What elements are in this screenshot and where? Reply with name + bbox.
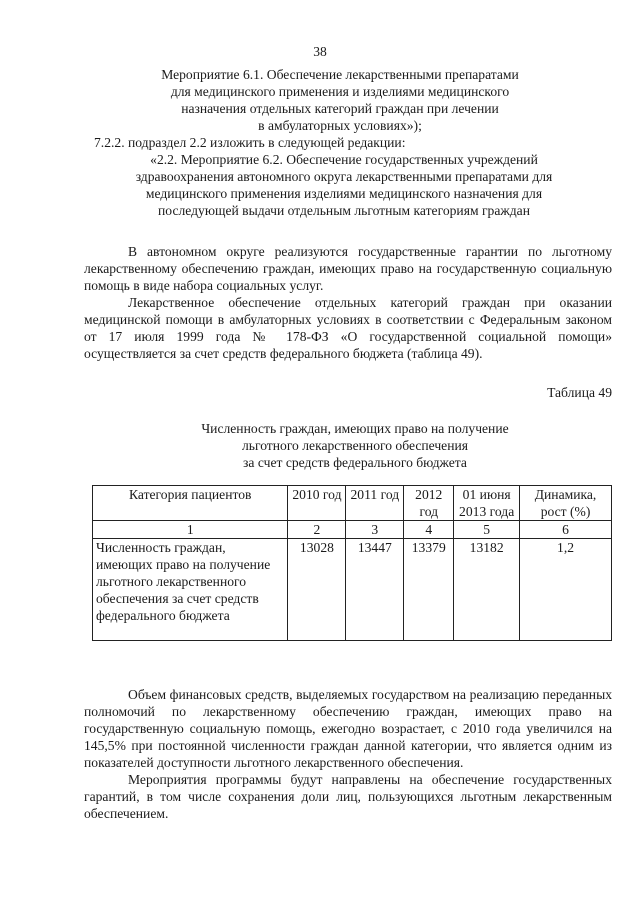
heading-line: «2.2. Мероприятие 6.2. Обеспечение государственных учреждений: [150, 152, 538, 167]
column-number: 1: [93, 521, 288, 539]
value-2011: 13447: [346, 539, 404, 641]
value-2012: 13379: [404, 539, 454, 641]
table-title: [100, 420, 610, 471]
header-cell: Динамика, рост (%): [520, 486, 612, 521]
sub-clause-7-2-2: 7.2.2. подраздел 2.2 изложить в следующей редакции:: [94, 135, 406, 150]
table-header-row: [93, 486, 612, 521]
value-2010: 13028: [288, 539, 346, 641]
column-number: 5: [454, 521, 520, 539]
paragraph: Объем финансовых средств, выделяемых государством на реализацию переданных полномочий по лекарственному обеспечению граждан, имеющих право на государственную социальную помощь, ежегодно возрастает, с 2010 года увеличился на 145,5% при постоянной численности граждан данной категории, что является одним из показателей доступности льготного лекарственного обеспечения.: [84, 687, 612, 770]
heading-line: Мероприятие 6.1. Обеспечение лекарственными препаратами: [161, 67, 519, 82]
column-number: 6: [520, 521, 612, 539]
heading-line: медицинского применения изделиями медицинского назначения для: [145, 186, 543, 201]
paragraph: Мероприятия программы будут направлены на обеспечение государственных гарантий, в том числе сохранения доли лиц, пользующихся льготным лекарственным обеспечением.: [84, 772, 612, 821]
page-number: 38: [313, 44, 327, 59]
table-title-line: льготного лекарственного обеспечения: [241, 438, 469, 453]
header-cell: 2012 год: [404, 486, 454, 521]
column-number: 3: [346, 521, 404, 539]
table-reference: Таблица 49: [547, 385, 612, 400]
row-label: Численность граждан, имеющих право на получение льготного лекарственного обеспечения за счет средств федерального бюджета: [93, 539, 288, 641]
value-growth: 1,2: [520, 539, 612, 641]
heading-line: последующей выдачи отдельным льготным категориям граждан: [158, 203, 530, 218]
heading-line: здравоохранения автономного округа лекарственными препаратами для: [135, 169, 553, 184]
table-title-line: за счет средств федерального бюджета: [243, 455, 467, 470]
heading-measure-6-2: [84, 151, 604, 219]
heading-line: назначения отдельных категорий граждан при лечении: [181, 101, 499, 116]
heading-measure-6-1: [100, 66, 580, 134]
paragraph: Лекарственное обеспечение отдельных категорий граждан при оказании медицинской помощи в амбулаторных условиях в соответствии с Федеральным законом от 17 июля 1999 года № 178-ФЗ «О государственной социальной помощи» осуществляется за счет средств федерального бюджета (таблица 49).: [84, 295, 612, 361]
closing-text: [84, 686, 612, 822]
heading-line: для медицинского применения и изделиями медицинского: [170, 84, 510, 99]
column-number: 4: [404, 521, 454, 539]
table-row: [93, 539, 612, 641]
intro-text: [84, 243, 612, 362]
paragraph: В автономном округе реализуются государственные гарантии по льготному лекарственному обеспечению граждан, имеющих право на государственную социальную помощь в виде набора социальных услуг.: [84, 244, 612, 293]
value-2013: 13182: [454, 539, 520, 641]
header-cell: 2010 год: [288, 486, 346, 521]
column-number: 2: [288, 521, 346, 539]
table-title-line: Численность граждан, имеющих право на получение: [201, 421, 509, 436]
heading-line: в амбулаторных условиях»);: [258, 118, 422, 133]
header-cell: 2011 год: [346, 486, 404, 521]
column-number-row: [93, 521, 612, 539]
header-cell: 01 июня 2013 года: [454, 486, 520, 521]
header-cell: Категория пациентов: [93, 486, 288, 521]
beneficiaries-table: [92, 485, 612, 641]
